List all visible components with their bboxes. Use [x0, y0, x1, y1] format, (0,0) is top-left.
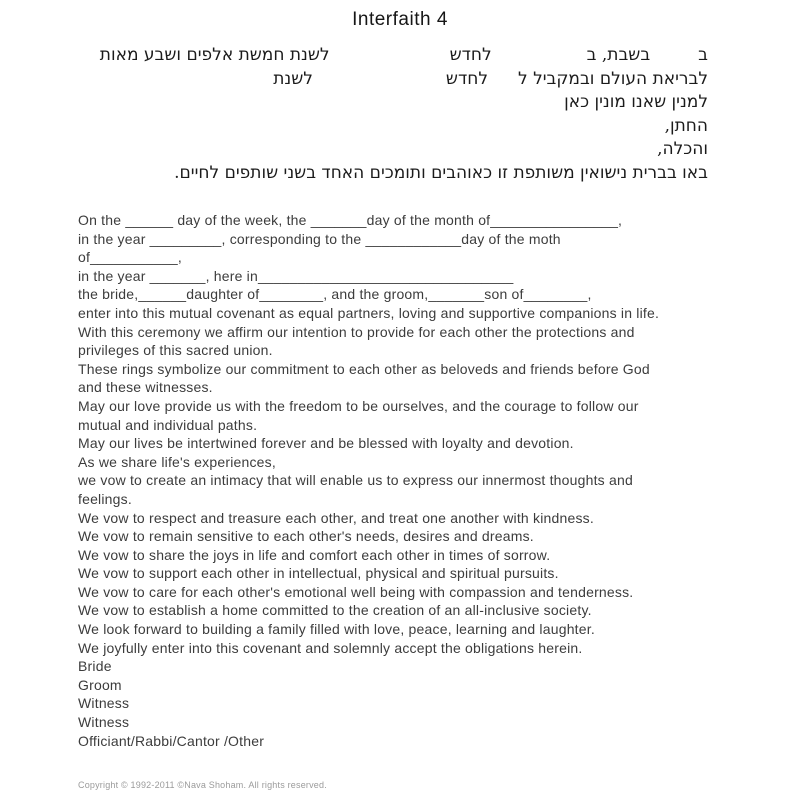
english-line: Witness	[78, 714, 130, 731]
english-line: On the ______ day of the week, the _______day of the month of________________,	[78, 212, 623, 228]
hebrew-word: לשנת	[273, 68, 313, 89]
english-line: These rings symbolize our commitment to each other as beloveds and friends before God	[78, 360, 650, 377]
hebrew-word: לחדש	[449, 45, 492, 65]
english-line: Groom	[78, 676, 122, 693]
hebrew-word: לחדש	[445, 68, 489, 89]
fill-in-blank	[313, 83, 446, 84]
english-line: and these witnesses.	[78, 379, 213, 396]
english-line: We look forward to building a family filled with love, peace, learning and laughter.	[78, 621, 595, 638]
hebrew-word: לבריאת העולם ובמקביל ל	[518, 68, 708, 89]
english-line: We vow to support each other in intellectual, physical and spiritual pursuits.	[78, 565, 559, 582]
fill-in-blank	[488, 83, 518, 84]
page-title: Interfaith 4	[352, 9, 448, 30]
english-line: We vow to care for each other's emotional well being with compassion and tenderness.	[78, 583, 634, 600]
hebrew-line-count-here: למנין שאנו מונין כאן	[564, 92, 708, 112]
hebrew-text-block	[78, 44, 708, 185]
english-line: in the year _______, here in________________________________	[78, 267, 514, 284]
english-line: privileges of this sacred union.	[78, 342, 273, 359]
hebrew-line-bride: והכלה,	[657, 139, 708, 159]
english-line: We joyfully enter into this covenant and solemnly accept the obligations herein.	[78, 639, 583, 656]
english-line: the bride,______daughter of________, and the groom,_______son of________,	[78, 286, 592, 303]
english-line: May our lives be intertwined forever and be blessed with loyalty and devotion.	[78, 435, 574, 452]
fill-in-blank	[330, 59, 450, 60]
english-text-block	[78, 211, 740, 750]
hebrew-line-groom: החתן,	[664, 115, 708, 136]
english-line: Officiant/Rabbi/Cantor /Other	[78, 732, 265, 749]
fill-in-blank	[492, 59, 587, 60]
english-line: of___________,	[78, 249, 183, 266]
hebrew-line-creation	[78, 68, 708, 92]
english-line: enter into this mutual covenant as equal partners, loving and supportive companions in life.	[78, 304, 660, 321]
english-line: feelings.	[78, 490, 132, 507]
english-line: Witness	[78, 695, 130, 712]
english-line: Bride	[78, 658, 112, 675]
english-line: We vow to establish a home committed to the creation of an all-inclusive society.	[78, 602, 592, 619]
english-line: With this ceremony we affirm our intention to provide for each other the protections and	[78, 323, 635, 340]
english-line: we vow to create an intimacy that will enable us to express our innermost thoughts and	[78, 472, 633, 489]
copyright-line: Copyright © 1992-2011 ©Nava Shoham. All rights reserved.	[78, 780, 327, 790]
hebrew-line-covenant: באו בברית נישואין משותפת זו כאוהבים ותומכים האחד בשני שותפים לחיים.	[174, 162, 708, 183]
hebrew-word: לשנת חמשת אלפים ושבע מאות	[99, 45, 330, 65]
english-line: We vow to share the joys in life and comfort each other in times of sorrow.	[78, 546, 551, 563]
hebrew-word: ב	[698, 45, 708, 65]
hebrew-word: בשבת, ב	[586, 45, 651, 65]
english-line: As we share life's experiences,	[78, 453, 276, 470]
hebrew-line-date	[78, 44, 708, 68]
english-line: mutual and individual paths.	[78, 416, 258, 433]
english-line: We vow to remain sensitive to each other's needs, desires and dreams.	[78, 528, 534, 545]
english-line: in the year _________, corresponding to the ____________day of the moth	[78, 230, 561, 247]
fill-in-blank	[650, 59, 698, 60]
english-line: We vow to respect and treasure each other, and treat one another with kindness.	[78, 509, 594, 526]
english-line: May our love provide us with the freedom to be ourselves, and the courage to follow our	[78, 397, 639, 414]
